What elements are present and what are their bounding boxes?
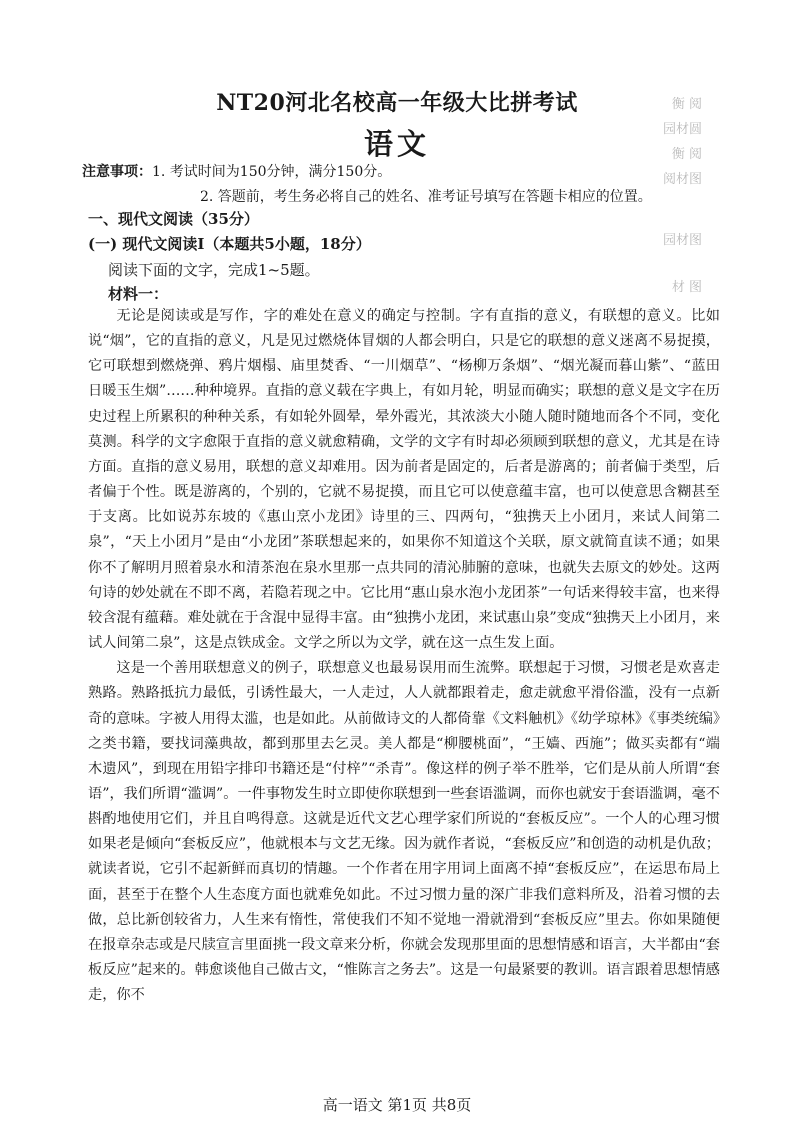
watermark-line: 材 图 xyxy=(671,280,702,295)
section-heading: 一、现代文阅读（35分） xyxy=(88,210,259,228)
subject-title: 语文 xyxy=(363,127,430,161)
notice-line-1 xyxy=(82,161,391,181)
watermark-stamp-lower xyxy=(612,228,702,300)
reading-passage xyxy=(88,304,720,1008)
watermark-stamp xyxy=(612,92,702,192)
exam-title: NT20河北名校高一年级大比拼考试 xyxy=(216,90,578,116)
notice-item-2: 2. 答题前，考生务必将自己的姓名、准考证号填写在答题卡相应的位置。 xyxy=(200,189,652,205)
notice-label: 注意事项： xyxy=(82,164,152,180)
notice-item-1: 1. 考试时间为150分钟，满分150分。 xyxy=(152,164,392,180)
passage-paragraph-1: 无论是阅读或是写作，字的难处在意义的确定与控制。字有直指的意义，有联想的意义。比如说“烟”，它的直指的意义，凡是见过燃烧体冒烟的人都会明白，只是它的联想的意义迷离不易捉摸，它可联想到燃烧弹、鸦片烟榻、庙里焚香、“一川烟草”、“杨柳万条烟”、“烟光凝而暮山紫”、“蓝田日暖玉生烟”……种种境界。直指的意义载在字典上，有如月轮，明显而确实；联想的意义是文字在历史过程上所累积的种种关系，有如轮外圆晕，晕外霞光，其浓淡大小随人随时随地而各个不同，变化莫测。科学的文字愈限于直指的意义就愈精确，文学的文字有时却必须顾到联想的意义，尤其是在诗方面。直指的意义易用，联想的意义却难用。因为前者是固定的，后者是游离的；前者偏于类型，后者偏于个性。既是游离的，个别的，它就不易捉摸，而且它可以使意蕴丰富，也可以使意思含糊甚至于支离。比如说苏东坡的《惠山烹小龙团》诗里的三、四两句，“独携天上小团月，来试人间第二泉”，“天上小团月”是由“小龙团”茶联想起来的，如果你不知道这个关联，原文就简直读不通；如果你不了解明月照着泉水和清茶泡在泉水里那一点共同的清沁肺腑的意味，也就失去原文的妙处。这两句诗的妙处就在不即不离，若隐若现之中。它比用“惠山泉水泡小龙团茶”一句话来得较丰富，也来得较含混有蕴藉。难处就在于含混中显得丰富。由“独携小龙团，来试惠山泉”变成“独携天上小团月，来试人间第二泉”，这是点铁成金。文学之所以为文学，就在这一点生发上面。 xyxy=(88,308,720,652)
watermark-line: 衡 阅 xyxy=(671,147,702,162)
passage-paragraph-2: 这是一个善用联想意义的例子，联想意义也最易误用而生流弊。联想起于习惯，习惯老是欢喜走熟路。熟路抵抗力最低，引诱性最大，一人走过，人人就都跟着走，愈走就愈平滑俗滥，没有一点新奇的意味。字被人用得太滥，也是如此。从前做诗文的人都倚靠《文料触机》《幼学琼林》《事类统编》之类书籍，要找词藻典故，都到那里去乞灵。美人都是“柳腰桃面”，“王嫱、西施”；做买卖都有“端木遗风”，到现在用铅字排印书籍还是“付梓”“杀青”。像这样的例子举不胜举，它们是从前人所谓“套语”，我们所谓“滥调”。一件事物发生时立即使你联想到一些套语滥调，而你也就安于套语滥调，毫不斟酌地使用它们，并且自鸣得意。这就是近代文艺心理学家们所说的“套板反应”。一个人的心理习惯如果老是倾向“套板反应”，他就根本与文艺无缘。因为就作者说，“套板反应”和创造的动机是仇敌；就读者说，它引不起新鲜而真切的情趣。一个作者在用字用词上面离不掉“套板反应”，在运思布局上面，甚至于在整个人生态度方面也就难免如此。不过习惯力量的深广非我们意料所及，沿着习惯的去做，总比新创较省力，人生来有惰性，常使我们不知不觉地一滑就滑到“套板反应”里去。你如果随便在报章杂志或是尺牍宣言里面挑一段文章来分析，你就会发现那里面的思想情感和语言，大半都由“套板反应”起来的。韩愈谈他自己做古文，“惟陈言之务去”。这是一句最紧要的教训。语言跟着思想情感走，你不 xyxy=(88,660,720,1004)
watermark-line: 园材圆 xyxy=(662,122,702,137)
reading-instruction: 阅读下面的文字，完成1~5题。 xyxy=(108,261,320,279)
subsection-heading: (一) 现代文阅读Ⅰ（本题共5小题，18分） xyxy=(88,235,371,253)
material-label: 材料一： xyxy=(108,285,169,303)
watermark-line: 衡 阅 xyxy=(671,97,702,112)
watermark-line: 园材图 xyxy=(662,233,702,248)
watermark-line: 阅材图 xyxy=(662,172,702,187)
page-footer: 高一语文 第1页 共8页 xyxy=(322,1096,472,1114)
